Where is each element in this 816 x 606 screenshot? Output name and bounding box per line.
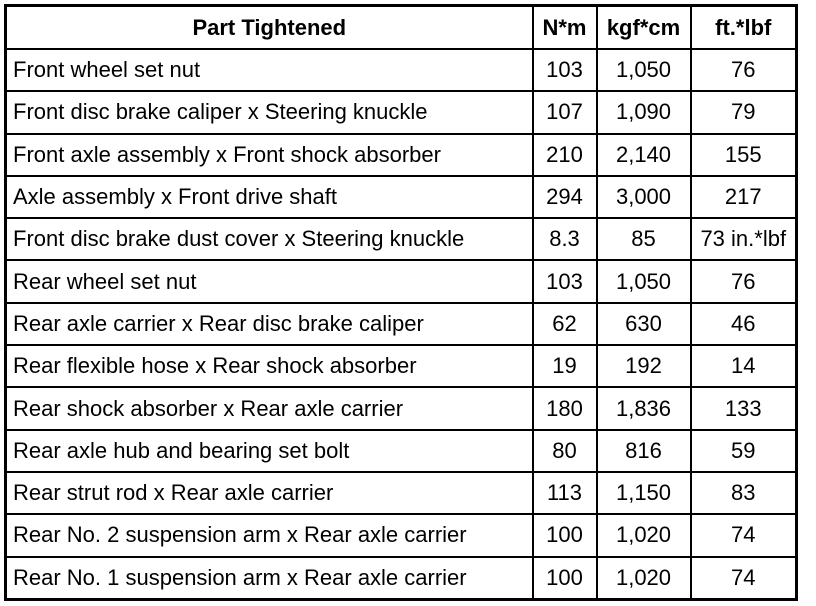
cell-part-tightened: Rear strut rod x Rear axle carrier [6, 472, 533, 514]
cell-nm: 294 [533, 176, 597, 218]
table-row [6, 218, 797, 260]
cell-ft-lbf: 46 [691, 303, 797, 345]
cell-kgf-cm: 1,090 [597, 91, 691, 133]
cell-ft-lbf: 83 [691, 472, 797, 514]
table-body [6, 49, 797, 599]
table-row [6, 345, 797, 387]
cell-ft-lbf: 133 [691, 387, 797, 429]
table-row [6, 387, 797, 429]
cell-kgf-cm: 630 [597, 303, 691, 345]
cell-nm: 107 [533, 91, 597, 133]
header-nm: N*m [533, 6, 597, 50]
cell-ft-lbf: 76 [691, 49, 797, 91]
table-row [6, 303, 797, 345]
cell-part-tightened: Rear axle carrier x Rear disc brake caliper [6, 303, 533, 345]
cell-part-tightened: Rear shock absorber x Rear axle carrier [6, 387, 533, 429]
table-row [6, 91, 797, 133]
cell-nm: 19 [533, 345, 597, 387]
cell-part-tightened: Front wheel set nut [6, 49, 533, 91]
table-row [6, 260, 797, 302]
cell-ft-lbf: 74 [691, 557, 797, 600]
cell-ft-lbf: 79 [691, 91, 797, 133]
cell-kgf-cm: 3,000 [597, 176, 691, 218]
cell-nm: 103 [533, 260, 597, 302]
cell-ft-lbf: 73 in.*lbf [691, 218, 797, 260]
table-row [6, 176, 797, 218]
cell-part-tightened: Rear wheel set nut [6, 260, 533, 302]
cell-nm: 8.3 [533, 218, 597, 260]
table-row [6, 430, 797, 472]
cell-part-tightened: Front disc brake dust cover x Steering knuckle [6, 218, 533, 260]
cell-nm: 113 [533, 472, 597, 514]
table-row [6, 514, 797, 556]
cell-part-tightened: Front axle assembly x Front shock absorber [6, 134, 533, 176]
cell-ft-lbf: 74 [691, 514, 797, 556]
cell-nm: 100 [533, 514, 597, 556]
cell-part-tightened: Rear flexible hose x Rear shock absorber [6, 345, 533, 387]
cell-part-tightened: Rear No. 1 suspension arm x Rear axle carrier [6, 557, 533, 600]
cell-ft-lbf: 217 [691, 176, 797, 218]
table-header-row [6, 6, 797, 50]
cell-nm: 103 [533, 49, 597, 91]
table-row [6, 557, 797, 600]
torque-spec-table [4, 4, 798, 601]
header-kgf-cm: kgf*cm [597, 6, 691, 50]
cell-kgf-cm: 1,020 [597, 557, 691, 600]
cell-part-tightened: Axle assembly x Front drive shaft [6, 176, 533, 218]
cell-ft-lbf: 76 [691, 260, 797, 302]
cell-part-tightened: Rear No. 2 suspension arm x Rear axle carrier [6, 514, 533, 556]
cell-kgf-cm: 2,140 [597, 134, 691, 176]
header-part-tightened: Part Tightened [6, 6, 533, 50]
table-row [6, 49, 797, 91]
cell-part-tightened: Rear axle hub and bearing set bolt [6, 430, 533, 472]
cell-kgf-cm: 1,050 [597, 49, 691, 91]
cell-nm: 100 [533, 557, 597, 600]
torque-spec-table-container [4, 4, 798, 601]
cell-part-tightened: Front disc brake caliper x Steering knuckle [6, 91, 533, 133]
cell-ft-lbf: 155 [691, 134, 797, 176]
cell-kgf-cm: 85 [597, 218, 691, 260]
table-row [6, 134, 797, 176]
cell-nm: 180 [533, 387, 597, 429]
cell-kgf-cm: 1,836 [597, 387, 691, 429]
cell-ft-lbf: 14 [691, 345, 797, 387]
cell-nm: 210 [533, 134, 597, 176]
cell-kgf-cm: 192 [597, 345, 691, 387]
cell-ft-lbf: 59 [691, 430, 797, 472]
table-row [6, 472, 797, 514]
cell-kgf-cm: 1,150 [597, 472, 691, 514]
cell-kgf-cm: 1,020 [597, 514, 691, 556]
header-ft-lbf: ft.*lbf [691, 6, 797, 50]
cell-kgf-cm: 1,050 [597, 260, 691, 302]
cell-kgf-cm: 816 [597, 430, 691, 472]
cell-nm: 62 [533, 303, 597, 345]
cell-nm: 80 [533, 430, 597, 472]
